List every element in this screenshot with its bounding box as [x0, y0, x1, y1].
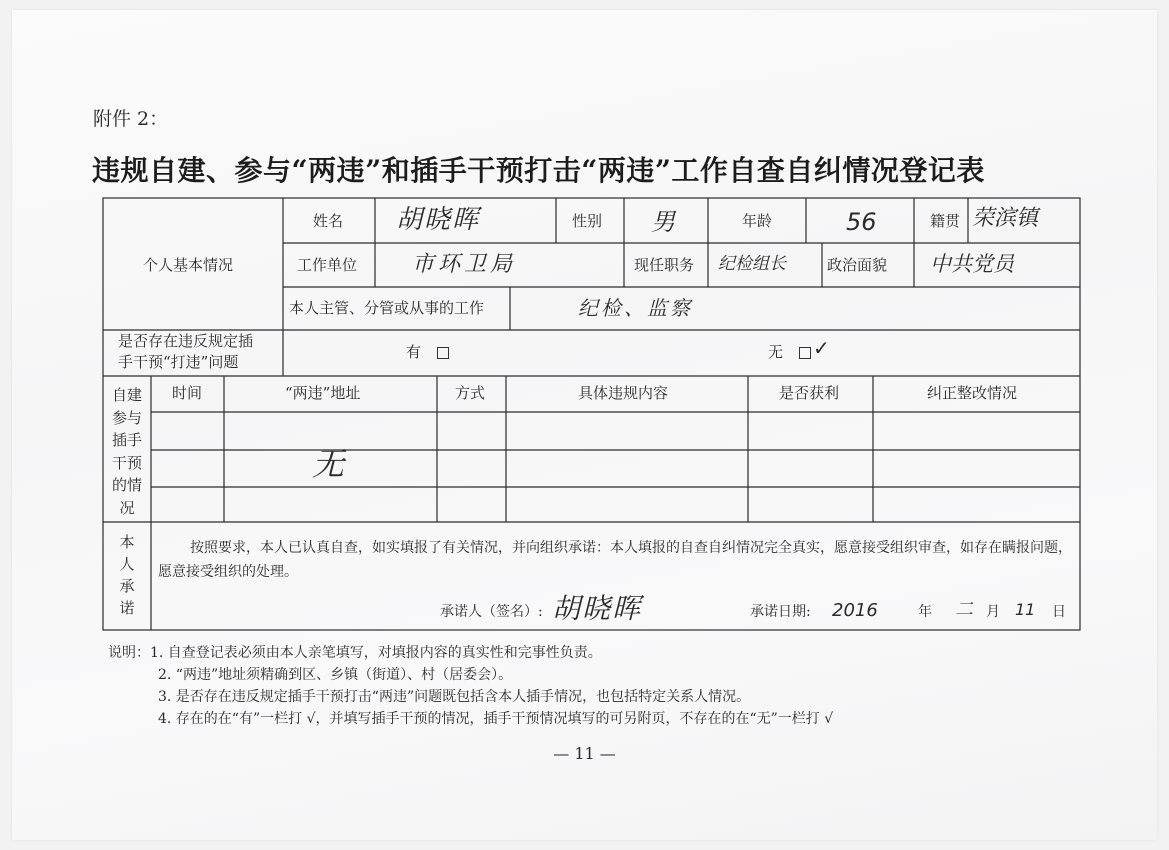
day-label: 日 [1052, 604, 1066, 620]
year-label: 年 [918, 604, 932, 620]
pledge-text: 按照要求，本人已认真自查，如实填报了有关情况，并向组织承诺：本人填报的自查自纠情况完全真实，愿意接受组织审查，如存在瞒报问题，愿意接受组织的处理。 [158, 540, 1072, 580]
signer-label: 承诺人（签名）: [440, 604, 543, 620]
political-status-handwritten: 中共党员 [930, 252, 1014, 276]
yes-checkbox [437, 347, 449, 359]
signature-handwritten: 胡晓晖 [552, 592, 643, 625]
pledge-side-char: 诺 [119, 599, 135, 617]
details-side-char: 干预 [111, 453, 142, 472]
name-label: 姓名 [313, 212, 344, 230]
details-side-char: 插手 [111, 431, 142, 449]
duty-handwritten: 纪检、监察 [578, 296, 693, 320]
date-year-handwritten: 2016 [832, 600, 878, 621]
details-side-label [107, 384, 147, 519]
work-unit-handwritten: 市环卫局 [412, 252, 517, 277]
basic-info-section-label: 个人基本情况 [143, 256, 234, 274]
column-method: 方式 [455, 384, 486, 402]
pledge-side-char: 人 [119, 555, 135, 573]
column-address: “两违”地址 [285, 384, 361, 402]
pledge-side-label [107, 531, 147, 619]
column-content: 具体违规内容 [578, 384, 669, 402]
note-item: 3. 是否存在违反规定插手干预打击“两违”问题既包括含本人插手情况，也包括特定关系人情况。 [158, 689, 751, 705]
position-label: 现任职务 [634, 256, 695, 274]
position-handwritten: 纪检组长 [718, 254, 786, 274]
page-number: — 11 — [553, 744, 616, 763]
age-label: 年龄 [742, 212, 773, 230]
note-item: 2. “两违”地址须精确到区、乡镇（街道）、村（居委会）。 [158, 667, 513, 683]
name-handwritten: 胡晓晖 [396, 205, 481, 235]
native-place-label: 籍贯 [930, 212, 961, 230]
note-item: 4. 存在的在“有”一栏打 √，并填写插手干预的情况，插手干预情况填写的可另附页，不存在的在“无”一栏打 √ [158, 711, 834, 727]
note-item [108, 642, 833, 664]
yes-label: 有 [406, 343, 422, 361]
political-status-label: 政治面貌 [827, 256, 888, 274]
no-checkbox [799, 347, 811, 359]
month-label: 月 [986, 604, 1000, 620]
duty-label: 本人主管、分管或从事的工作 [289, 299, 485, 317]
details-side-char: 参与 [111, 408, 142, 427]
yes-option [406, 345, 449, 360]
date-label: 承诺日期: [750, 604, 811, 620]
pledge-side-char: 本 [119, 533, 135, 551]
gender-handwritten: 男 [651, 208, 675, 236]
attachment-label: 附件 2： [93, 108, 169, 130]
notes-prefix: 说明： [108, 645, 150, 661]
details-handwritten-none: 无 [312, 445, 345, 483]
gender-label: 性别 [572, 212, 603, 230]
pledge-side-char: 承 [119, 577, 135, 595]
column-correction: 纠正整改情况 [927, 384, 1018, 402]
work-unit-label: 工作单位 [297, 256, 358, 274]
notes-section [108, 642, 833, 730]
violation-question-label-2: 手干预“打违”问题 [118, 353, 239, 371]
age-handwritten: 56 [846, 208, 877, 236]
column-profit: 是否获利 [779, 384, 840, 402]
date-day-handwritten: 11 [1015, 600, 1036, 619]
no-label: 无 [768, 343, 784, 361]
details-side-char: 况 [119, 498, 135, 517]
date-month-handwritten: 二 [955, 599, 973, 620]
violation-question-label-1: 是否存在违反规定插 [118, 332, 254, 350]
native-place-handwritten: 荣滨镇 [972, 206, 1039, 231]
form-title: 违规自建、参与“两违”和插手干预打击“两违”工作自查自纠情况登记表 [92, 154, 985, 187]
details-side-char: 自建 [111, 386, 142, 404]
no-option [768, 345, 811, 360]
column-time: 时间 [172, 384, 203, 402]
no-check-mark: ✓ [813, 336, 830, 360]
note-text: 1. 自查登记表必须由本人亲笔填写，对填报内容的真实性和完事性负责。 [150, 645, 602, 661]
details-side-char: 的情 [111, 476, 142, 494]
